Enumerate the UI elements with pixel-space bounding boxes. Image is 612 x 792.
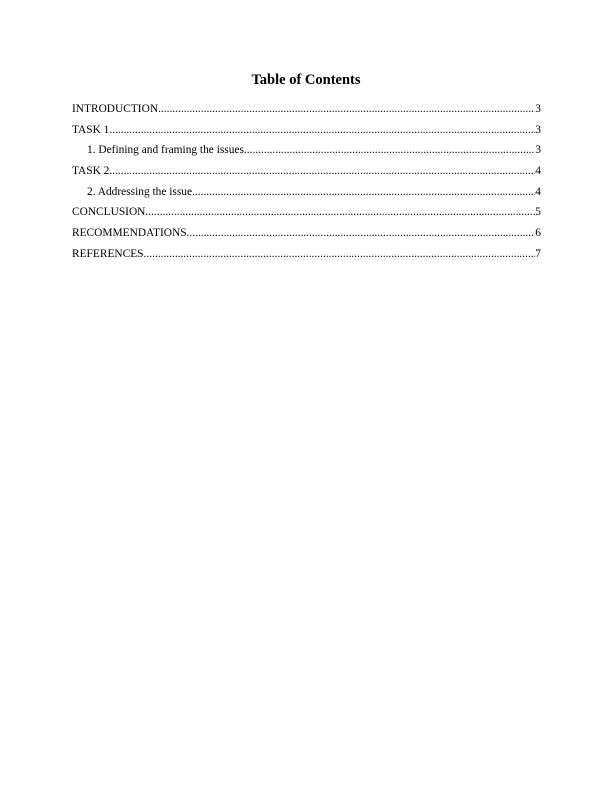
toc-entry-defining-and-framing[interactable] bbox=[72, 142, 541, 163]
toc-entry-recommendations[interactable] bbox=[72, 225, 541, 246]
toc-entry-page-number: 3 bbox=[535, 103, 541, 115]
toc-dot-leader bbox=[244, 142, 535, 158]
toc-entry-page-number: 4 bbox=[535, 165, 541, 178]
toc-dot-leader bbox=[192, 184, 535, 200]
toc-entry-page-number: 7 bbox=[535, 247, 541, 260]
toc-entry-task-1[interactable] bbox=[72, 122, 541, 143]
toc-dot-leader bbox=[144, 246, 536, 262]
toc-entry-page-number: 5 bbox=[535, 206, 541, 219]
toc-dot-leader bbox=[109, 122, 535, 138]
toc-dot-leader bbox=[158, 101, 535, 117]
toc-title: Table of Contents bbox=[251, 72, 361, 88]
toc-entry-label: INTRODUCTION bbox=[72, 103, 159, 115]
toc-entry-label: REFERENCES bbox=[72, 247, 144, 260]
toc-entry-label: CONCLUSION bbox=[72, 206, 146, 219]
toc-dot-leader bbox=[109, 163, 535, 179]
table-of-contents bbox=[72, 101, 541, 267]
toc-entry-label: TASK 2 bbox=[72, 165, 110, 178]
toc-dot-leader bbox=[145, 204, 535, 220]
toc-dot-leader bbox=[187, 225, 536, 241]
toc-entry-conclusion[interactable] bbox=[72, 204, 541, 225]
toc-entry-introduction[interactable] bbox=[72, 101, 541, 122]
toc-entry-label: 2. Addressing the issue bbox=[87, 185, 193, 198]
toc-entry-references[interactable] bbox=[72, 246, 541, 267]
toc-entry-task-2[interactable] bbox=[72, 163, 541, 184]
toc-entry-page-number: 6 bbox=[535, 227, 541, 240]
toc-entry-label: RECOMMENDATIONS bbox=[72, 227, 187, 240]
toc-entry-label: TASK 1 bbox=[72, 123, 110, 136]
toc-entry-addressing-the-issue[interactable] bbox=[72, 184, 541, 205]
toc-entry-label: 1. Defining and framing the issues bbox=[87, 144, 244, 157]
toc-entry-page-number: 3 bbox=[535, 144, 541, 157]
toc-entry-page-number: 3 bbox=[535, 123, 541, 136]
toc-entry-page-number: 4 bbox=[535, 185, 541, 198]
